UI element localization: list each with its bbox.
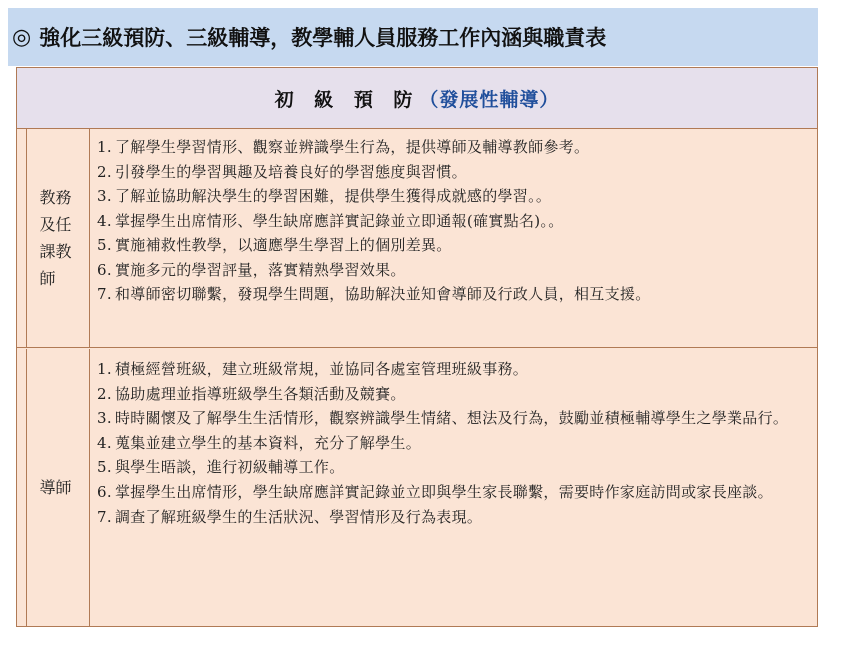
duty-list — [97, 135, 813, 307]
header-sub: （發展性輔導） — [419, 88, 560, 111]
duty-item: 5. 實施補救性教學，以適應學生學習上的個別差異。 — [97, 236, 452, 254]
duty-item: 3. 時時關懷及了解學生生活情形，觀察辨識學生情緒、想法及行為，鼓勵並積極輔導學生之學業品行。 — [97, 409, 789, 428]
duty-item: 2. 協助處理並指導班級學生各類活動及競賽。 — [97, 384, 406, 403]
duty-item: 4. 掌握學生出席情形、學生缺席應詳實記錄並立即通報(確實點名)。。 — [97, 211, 564, 230]
duty-item: 4. 蒐集並建立學生的基本資料，充分了解學生。 — [97, 433, 422, 452]
duty-item: 7. 和導師密切聯繫，發現學生問題，協助解決並知會導師及行政人員，相互支援。 — [97, 285, 651, 303]
duty-item: 6. 實施多元的學習評量，落實精熟學習效果。 — [97, 260, 406, 279]
table-row-teachers — [17, 129, 817, 348]
duty-item: 1. 了解學生學習情形、觀察並辨識學生行為，提供導師及輔導教師參考。 — [97, 138, 590, 156]
duty-item: 2. 引發學生的學習興趣及培養良好的學習態度與習慣。 — [97, 162, 467, 181]
duty-item: 1. 積極經營班級，建立班級常規，並協同各處室管理班級事務。 — [97, 360, 529, 378]
page-title-text: 強化三級預防、三級輔導，教學輔人員服務工作內涵與職責表 — [39, 26, 607, 50]
row-label: 導師 — [26, 349, 90, 626]
duty-item: 5. 與學生晤談，進行初級輔導工作。 — [97, 458, 345, 477]
duty-list — [97, 357, 813, 529]
duty-item: 7. 調查了解班級學生的生活狀況、學習情形及行為表現。 — [97, 507, 483, 526]
table-header — [17, 68, 817, 129]
duty-item: 6. 掌握學生出席情形，學生缺席應詳實記錄並立即與學生家長聯繫，需要時作家庭訪問或家長座談。 — [97, 482, 773, 501]
duties-table — [16, 67, 818, 627]
page-title — [8, 8, 818, 66]
bullseye-icon: ◎ — [12, 24, 32, 50]
header-main: 初 級 預 防 — [274, 88, 420, 111]
table-row-homeroom — [17, 349, 817, 626]
row-label: 教務及任課教師 — [26, 129, 90, 347]
duty-item: 3. 了解並協助解決學生的學習困難，提供學生獲得成就感的學習。。 — [97, 187, 552, 205]
